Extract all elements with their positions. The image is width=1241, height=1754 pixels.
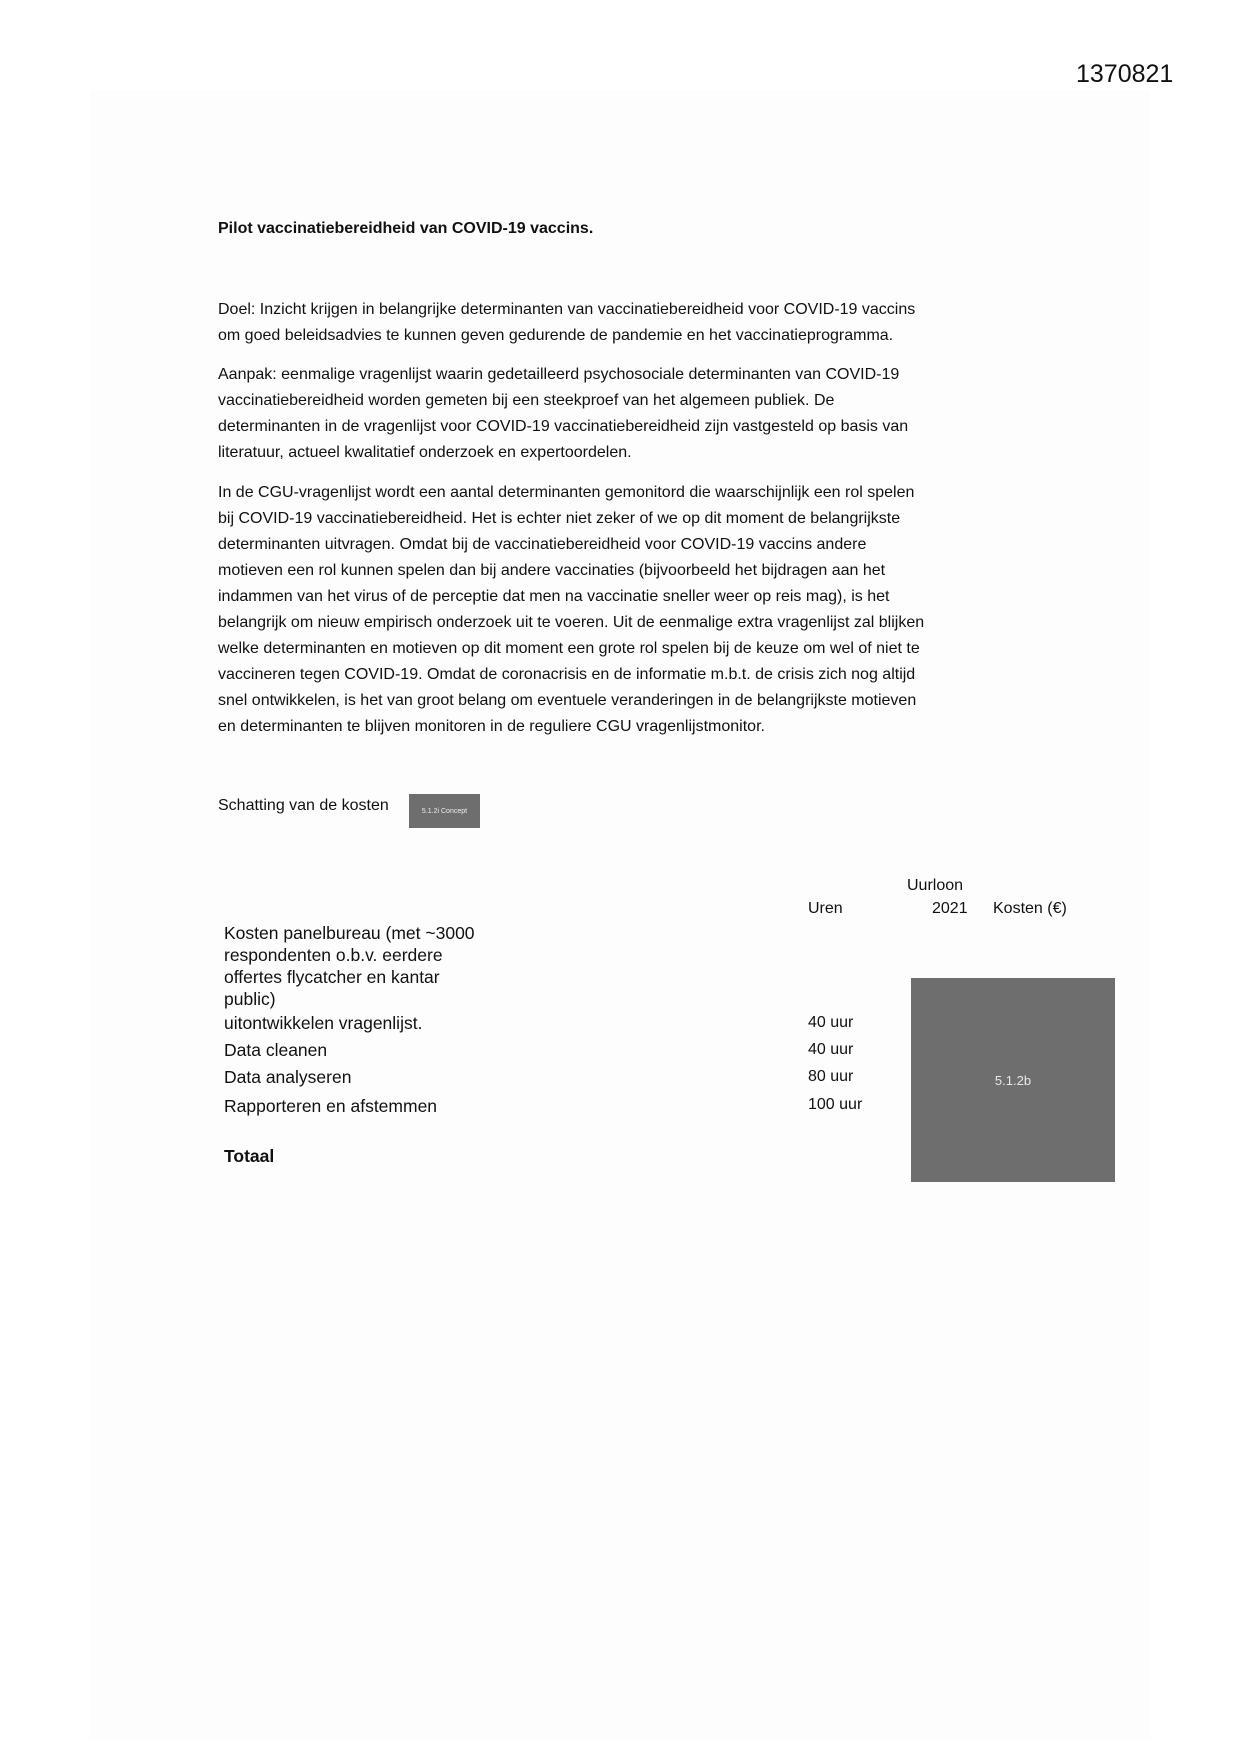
text-line: vaccinatiebereidheid worden gemeten bij een steekproef van het algemeen publiek. De: [218, 392, 835, 409]
text-line: en determinanten te blijven monitoren in de reguliere CGU vragenlijstmonitor.: [218, 718, 765, 735]
redaction-box-costs: 5.1.2b: [911, 978, 1115, 1182]
text-line: offertes flycatcher en kantar: [224, 967, 440, 987]
document-number: 1370821: [1076, 60, 1174, 88]
row-label: uitontwikkelen vragenlijst.: [224, 1013, 423, 1033]
header-uurloon: Uurloon: [907, 877, 964, 894]
row-label: Data analyseren: [224, 1067, 352, 1087]
text-line: literatuur, actueel kwalitatief onderzoek en expertoordelen.: [218, 444, 632, 461]
paragraph-rationale: [218, 480, 924, 740]
panel-cost-label: [224, 922, 475, 1010]
header-uurloon-year: 2021: [932, 900, 968, 917]
text-line: Kosten panelbureau (met ~3000: [224, 923, 475, 943]
text-line: public): [224, 989, 276, 1009]
text-line: determinanten in de vragenlijst voor COVID-19 vaccinatiebereidheid zijn vastgesteld op basis van: [218, 418, 909, 435]
header-kosten: Kosten (€): [993, 900, 1067, 917]
text-line: indammen van het virus of de perceptie dat men na vaccinatie sneller weer op reis mag), is het: [218, 588, 890, 605]
text-line: vaccineren tegen COVID-19. Omdat de coronacrisis en de informatie m.b.t. de crisis zich nog altijd: [218, 666, 916, 683]
text-line: respondenten o.b.v. eerdere: [224, 945, 443, 965]
row-label: Data cleanen: [224, 1040, 328, 1060]
text-line: belangrijk om nieuw empirisch onderzoek uit te voeren. Uit de eenmalige extra vragenlijst zal blijken: [218, 614, 925, 631]
document-title: Pilot vaccinatiebereidheid van COVID-19 vaccins.: [218, 220, 594, 237]
row-hours: 80 uur: [808, 1068, 854, 1085]
row-hours: 40 uur: [808, 1014, 854, 1031]
text-line: motieven een rol kunnen spelen dan bij andere vaccinaties (bijvoorbeeld het bijdragen aan het: [218, 562, 886, 579]
row-label: Rapporteren en afstemmen: [224, 1096, 438, 1116]
text-line: Aanpak: eenmalige vragenlijst waarin gedetailleerd psychosociale determinanten van COVID-19: [218, 366, 900, 383]
total-label: Totaal: [224, 1146, 275, 1166]
text-line: snel ontwikkelen, is het van groot belang om eventuele veranderingen in de belangrijkste motieven: [218, 692, 917, 709]
text-line: determinanten uitvragen. Omdat bij de vaccinatiebereidheid voor COVID-19 vaccins andere: [218, 536, 867, 553]
paragraph-goal: [218, 297, 915, 349]
cost-estimate-label: Schatting van de kosten: [218, 797, 389, 814]
text-line: welke determinanten en motieven op dit moment een grote rol spelen bij de keuze om wel of niet te: [218, 640, 920, 657]
text-line: Doel: Inzicht krijgen in belangrijke determinanten van vaccinatiebereidheid voor COVID-19 vaccins: [218, 301, 916, 318]
header-uren: Uren: [808, 900, 843, 917]
text-line: bij COVID-19 vaccinatiebereidheid. Het is echter niet zeker of we op dit moment de belangrijkste: [218, 510, 901, 527]
paragraph-approach: [218, 362, 908, 466]
text-line: om goed beleidsadvies te kunnen geven gedurende de pandemie en het vaccinatieprogramma.: [218, 327, 894, 344]
redaction-box: 5.1.2i Concept: [409, 794, 480, 828]
text-line: In de CGU-vragenlijst wordt een aantal determinanten gemonitord die waarschijnlijk een rol spelen: [218, 484, 915, 501]
row-hours: 100 uur: [808, 1096, 863, 1113]
row-hours: 40 uur: [808, 1041, 854, 1058]
